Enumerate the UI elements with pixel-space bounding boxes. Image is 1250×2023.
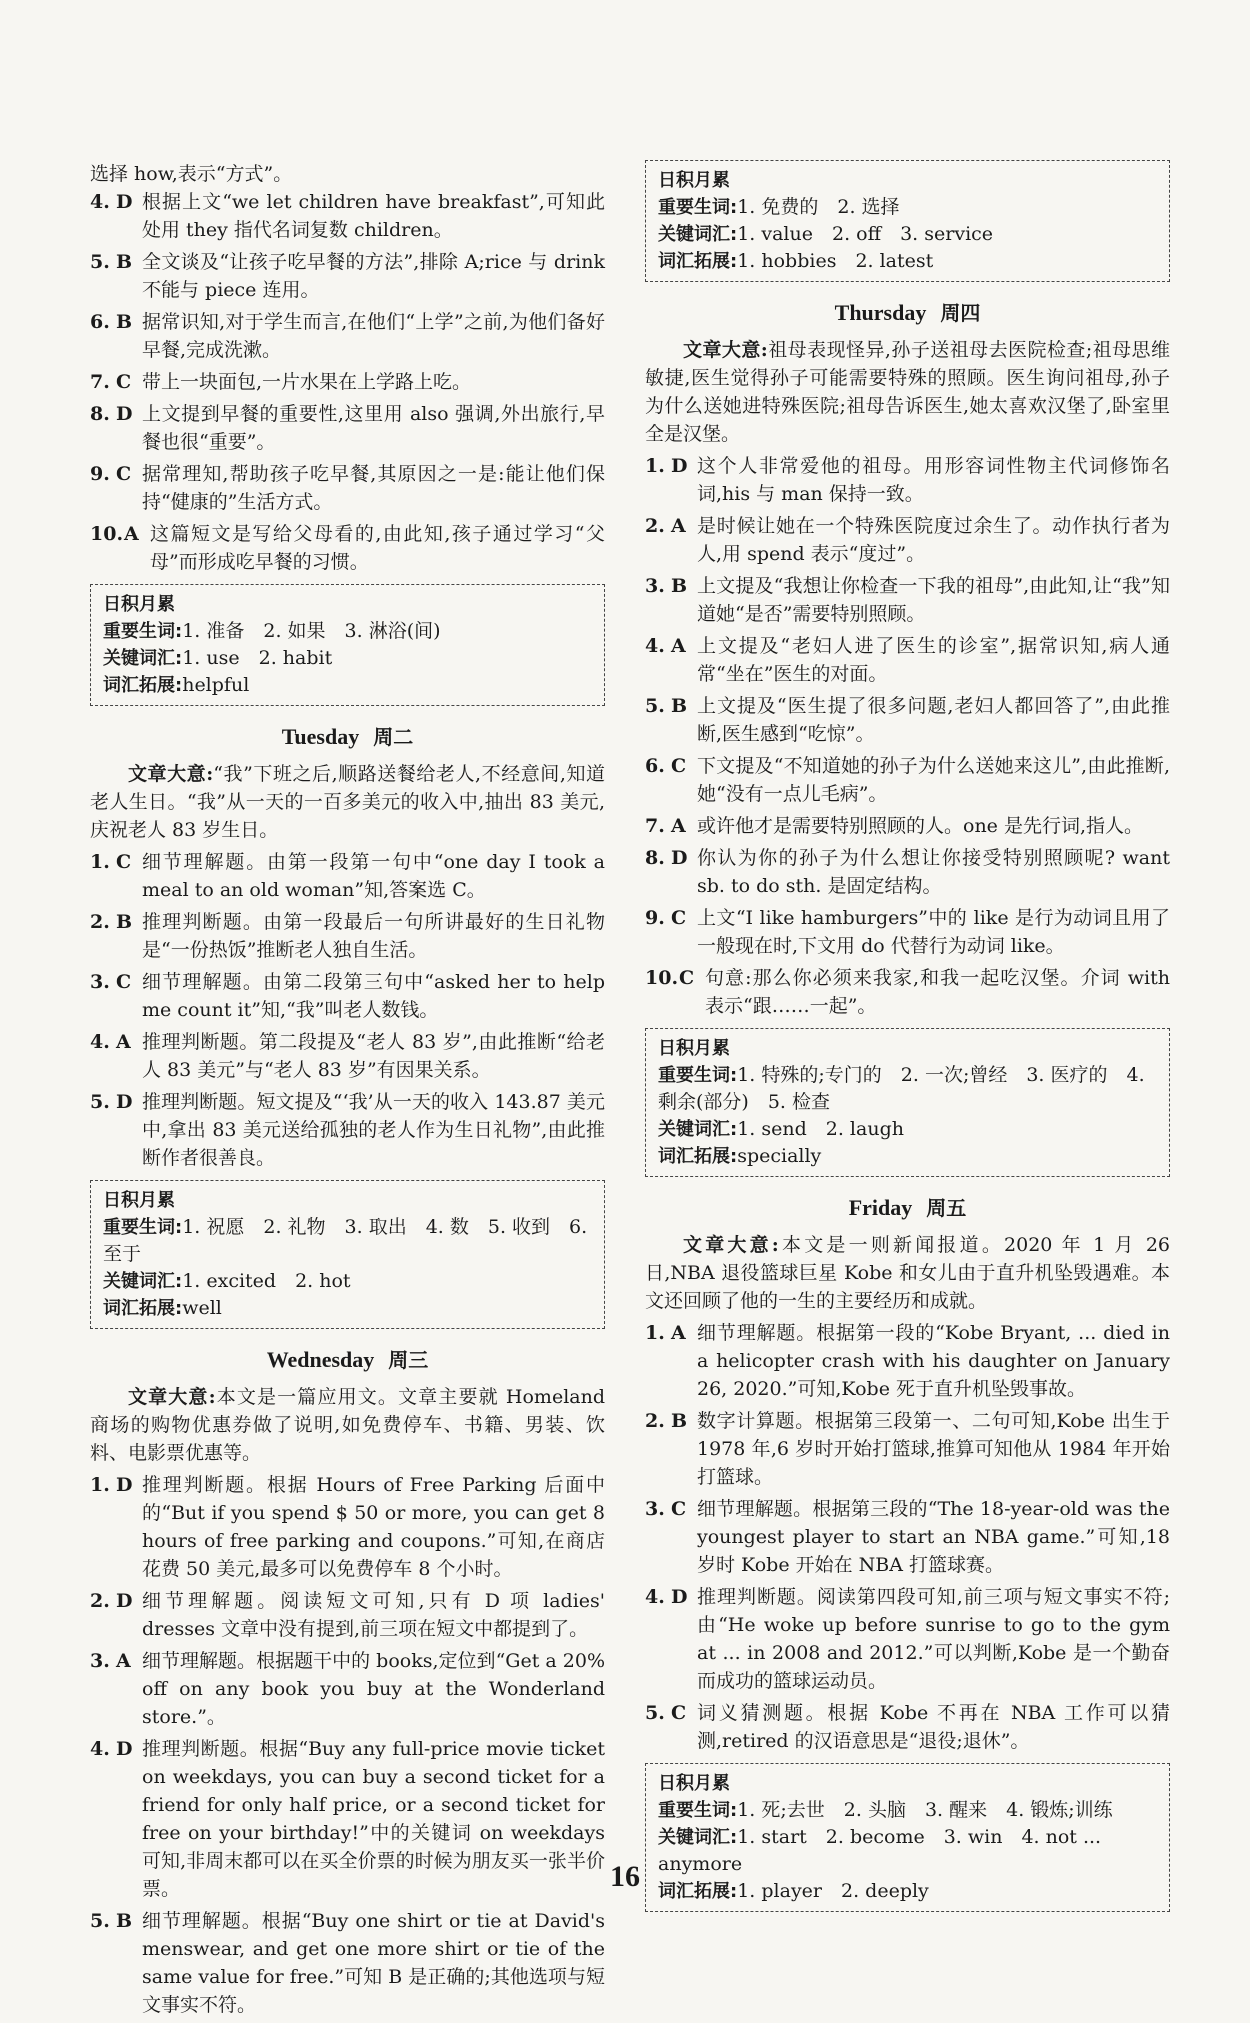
item-number: 5. [645, 1702, 665, 1724]
item-answer: D [116, 191, 133, 213]
heading-en: Thursday [834, 300, 927, 325]
heading-cn: 周二 [373, 725, 414, 749]
summary-label: 文章大意: [683, 339, 768, 361]
item-answer: B [116, 311, 133, 333]
item-number: 3. [645, 1498, 665, 1520]
heading-cn: 周三 [388, 1348, 429, 1372]
wednesday-summary [90, 1383, 605, 1467]
item-answer: B [116, 1910, 133, 1932]
intro-line: 选择 how,表示“方式”。 [90, 163, 293, 185]
box-value: 1. 祝愿 2. 礼物 3. 取出 4. 数 5. 收到 6. 至于 [103, 1216, 588, 1265]
box-key: 重要生词: [658, 1065, 738, 1086]
answer-item [645, 692, 1170, 748]
item-explanation: 上文提及“老妇人进了医生的诊室”,据常识知,病人通常“坐在”医生的对面。 [697, 635, 1170, 685]
item-answer: A [116, 1031, 131, 1053]
answer-item [645, 1495, 1170, 1579]
item-answer: C [116, 463, 132, 485]
vocab-box-wednesday [645, 160, 1170, 282]
item-answer: D [116, 1590, 133, 1612]
answer-item [90, 1088, 605, 1172]
answer-item [90, 968, 605, 1024]
summary-text: “我”下班之后,顺路送餐给老人,不经意间,知道老人生日。“我”从一天的一百多美元的收入中,抽出 83 美元,庆祝老人 83 岁生日。 [90, 763, 606, 841]
item-answer: A [671, 1322, 686, 1344]
summary-label: 文章大意: [683, 1234, 779, 1256]
item-explanation: 带上一块面包,一片水果在上学路上吃。 [142, 371, 472, 393]
item-explanation: 下文提及“不知道她的孙子为什么送她来这儿”,由此推断,她“没有一点儿毛病”。 [697, 755, 1170, 805]
friday-items [645, 1319, 1170, 1755]
box-key: 重要生词: [658, 1800, 738, 1821]
answer-item [90, 908, 605, 964]
box-key: 词汇拓展: [658, 1146, 738, 1167]
item-number: 3. [645, 575, 665, 597]
item-number: 7. [90, 371, 110, 393]
answer-item [90, 460, 605, 516]
box-value: 1. use 2. habit [182, 647, 333, 669]
box-value: 1. hobbies 2. latest [737, 250, 934, 272]
tuesday-items [90, 848, 605, 1172]
item-explanation: 细节理解题。阅读短文可知,只有 D 项 ladies' dresses 文章中没有提到,前三项在短文中都提到了。 [142, 1590, 605, 1640]
item-number: 10. [90, 523, 124, 545]
wednesday-items [90, 1471, 605, 2019]
box-value: specially [737, 1145, 822, 1167]
item-answer: C [679, 967, 695, 989]
answer-item [90, 400, 605, 456]
answer-item [645, 812, 1170, 840]
box-key: 词汇拓展: [658, 251, 738, 272]
item-explanation: 上文提到早餐的重要性,这里用 also 强调,外出旅行,早餐也很“重要”。 [142, 403, 605, 453]
summary-label: 文章大意: [128, 763, 214, 785]
vocab-box-tuesday [90, 1180, 605, 1329]
item-answer: D [116, 1738, 133, 1760]
monday-items [90, 188, 605, 576]
box-key: 关键词汇: [658, 224, 738, 245]
item-explanation: 你认为你的孙子为什么想让你接受特别照顾呢? want sb. to do sth. 是固定结构。 [697, 847, 1170, 897]
box-title: 日积月累 [658, 1773, 730, 1794]
item-number: 6. [645, 755, 665, 777]
box-key: 重要生词: [103, 621, 183, 642]
item-explanation: 上文提及“我想让你检查一下我的祖母”,由此知,让“我”知道她“是否”需要特别照顾。 [697, 575, 1170, 625]
item-number: 8. [90, 403, 110, 425]
summary-label: 文章大意: [128, 1386, 216, 1408]
right-column [645, 160, 1170, 1926]
item-number: 4. [645, 635, 665, 657]
heading-en: Tuesday [281, 724, 360, 749]
answer-item [90, 1907, 605, 2019]
item-explanation: 据常识知,对于学生而言,在他们“上学”之前,为他们备好早餐,完成洗漱。 [142, 311, 605, 361]
item-number: 2. [645, 1410, 665, 1432]
item-number: 5. [90, 251, 110, 273]
item-number: 9. [90, 463, 110, 485]
item-number: 2. [645, 515, 665, 537]
item-number: 4. [90, 1031, 110, 1053]
item-answer: C [671, 1498, 687, 1520]
item-answer: D [671, 847, 688, 869]
answer-item [90, 1028, 605, 1084]
item-number: 4. [645, 1586, 665, 1608]
box-key: 重要生词: [103, 1217, 183, 1238]
item-explanation: 推理判断题。第二段提及“老人 83 岁”,由此推断“给老人 83 美元”与“老人 83 岁”有因果关系。 [142, 1031, 605, 1081]
answer-item [90, 308, 605, 364]
item-number: 3. [90, 971, 110, 993]
box-value: well [182, 1297, 222, 1319]
thursday-heading [645, 296, 1170, 330]
item-answer: D [116, 1474, 133, 1496]
item-explanation: 推理判断题。短文提及“‘我’从一天的收入 143.87 美元中,拿出 83 美元送给孤独的老人作为生日礼物”,由此推断作者很善良。 [142, 1091, 605, 1169]
item-explanation: 上文提及“医生提了很多问题,老妇人都回答了”,由此推断,医生感到“吃惊”。 [697, 695, 1170, 745]
item-explanation: 或许他才是需要特别照顾的人。one 是先行词,指人。 [697, 815, 1144, 837]
vocab-box-thursday [645, 1028, 1170, 1177]
box-key: 关键词汇: [658, 1827, 738, 1848]
box-value: 1. 准备 2. 如果 3. 淋浴(间) [182, 620, 441, 642]
thursday-summary [645, 336, 1170, 448]
item-explanation: 数字计算题。根据第三段第一、二句可知,Kobe 出生于 1978 年,6 岁时开始打篮球,推算可知他从 1984 年开始打篮球。 [697, 1410, 1170, 1488]
item-explanation: 推理判断题。由第一段最后一句所讲最好的生日礼物是“一份热饭”推断老人独自生活。 [142, 911, 605, 961]
answer-item [90, 1647, 605, 1731]
box-key: 词汇拓展: [658, 1881, 738, 1902]
heading-en: Friday [848, 1195, 913, 1220]
item-answer: B [116, 251, 133, 273]
answer-item [645, 1699, 1170, 1755]
answer-item [645, 1319, 1170, 1403]
box-title: 日积月累 [658, 170, 730, 191]
left-column [90, 160, 605, 2023]
page-number: 16 [610, 1860, 640, 1893]
heading-cn: 周五 [926, 1196, 967, 1220]
item-answer: D [116, 403, 133, 425]
item-explanation: 推理判断题。阅读第四段可知,前三项与短文事实不符;由“He woke up before sunrise to go to the gym at ... in 2008 and 2012.”可以判断,Kobe 是一个勤奋而成功的篮球运动员。 [697, 1586, 1170, 1692]
item-answer: B [671, 695, 688, 717]
item-answer: C [116, 851, 132, 873]
item-explanation: 细节理解题。根据第三段的“The 18-year-old was the youngest player to start an NBA game.”可知,18 岁时 Kobe 开始在 NBA 打篮球赛。 [697, 1498, 1170, 1576]
item-number: 5. [90, 1091, 110, 1113]
answer-item [645, 964, 1170, 1020]
answer-item [90, 188, 605, 244]
item-explanation: 细节理解题。根据题干中的 books,定位到“Get a 20% off on any book you buy at the Wonderland store.”。 [142, 1650, 605, 1728]
item-explanation: 上文“I like hamburgers”中的 like 是行为动词且用了一般现在时,下文用 do 代替行为动词 like。 [697, 907, 1170, 957]
tuesday-summary [90, 760, 605, 844]
item-answer: A [116, 1650, 131, 1672]
item-answer: D [671, 1586, 688, 1608]
item-number: 10. [645, 967, 679, 989]
summary-text: 祖母表现怪异,孙子送祖母去医院检查;祖母思维敏捷,医生觉得孙子可能需要特殊的照顾。医生询问祖母,孙子为什么送她进特殊医院;祖母告诉医生,她太喜欢汉堡了,卧室里全是汉堡。 [645, 339, 1170, 445]
item-answer: B [671, 575, 688, 597]
item-answer: B [116, 911, 133, 933]
box-value: helpful [182, 674, 250, 696]
item-explanation: 细节理解题。由第二段第三句中“asked her to help me count it”知,“我”叫老人数钱。 [142, 971, 605, 1021]
box-key: 重要生词: [658, 197, 738, 218]
item-answer: D [116, 1091, 133, 1113]
item-number: 5. [90, 1910, 110, 1932]
summary-text: 本文是一篇应用文。文章主要就 Homeland 商场的购物优惠券做了说明,如免费停车、书籍、男装、饮料、电影票优惠等。 [90, 1386, 605, 1464]
item-number: 6. [90, 311, 110, 333]
box-value: 1. 死;去世 2. 头脑 3. 醒来 4. 锻炼;训练 [737, 1799, 1113, 1821]
item-number: 1. [645, 1322, 665, 1344]
box-value: 1. player 2. deeply [737, 1880, 929, 1902]
answer-item [90, 1587, 605, 1643]
box-key: 词汇拓展: [103, 1298, 183, 1319]
friday-heading [645, 1191, 1170, 1225]
wednesday-heading [90, 1343, 605, 1377]
item-explanation: 这个人非常爱他的祖母。用形容词性物主代词修饰名词,his 与 man 保持一致。 [697, 455, 1170, 505]
item-explanation: 细节理解题。由第一段第一句中“one day I took a meal to an old woman”知,答案选 C。 [142, 851, 605, 901]
answer-item [645, 452, 1170, 508]
answer-item [90, 1471, 605, 1583]
item-answer: A [671, 515, 686, 537]
item-answer: D [671, 455, 688, 477]
item-answer: C [116, 371, 132, 393]
box-title: 日积月累 [103, 1190, 175, 1211]
answer-item [90, 520, 605, 576]
item-number: 1. [90, 1474, 110, 1496]
box-value: 1. 特殊的;专门的 2. 一次;曾经 3. 医疗的 4. 剩余(部分) 5. 检查 [658, 1064, 1145, 1113]
answer-item [90, 248, 605, 304]
item-explanation: 是时候让她在一个特殊医院度过余生了。动作执行者为人,用 spend 表示“度过”。 [697, 515, 1170, 565]
item-answer: C [116, 971, 132, 993]
item-answer: A [671, 815, 686, 837]
box-value: 1. value 2. off 3. service [737, 223, 994, 245]
box-key: 关键词汇: [103, 648, 183, 669]
box-title: 日积月累 [103, 594, 175, 615]
friday-summary [645, 1231, 1170, 1315]
tuesday-heading [90, 720, 605, 754]
item-answer: A [124, 523, 139, 545]
box-value: 1. send 2. laugh [737, 1118, 904, 1140]
item-explanation: 据常理知,帮助孩子吃早餐,其原因之一是:能让他们保持“健康的”生活方式。 [142, 463, 605, 513]
answer-item [90, 848, 605, 904]
vocab-box-monday [90, 584, 605, 706]
item-number: 2. [90, 1590, 110, 1612]
box-key: 词汇拓展: [103, 675, 183, 696]
heading-cn: 周四 [940, 301, 981, 325]
item-explanation: 词义猜测题。根据 Kobe 不再在 NBA 工作可以猜测,retired 的汉语意思是“退役;退休”。 [697, 1702, 1170, 1752]
answer-item [645, 1407, 1170, 1491]
heading-en: Wednesday [266, 1347, 375, 1372]
answer-item [645, 752, 1170, 808]
item-answer: B [671, 1410, 688, 1432]
thursday-items [645, 452, 1170, 1020]
item-number: 9. [645, 907, 665, 929]
item-number: 3. [90, 1650, 110, 1672]
item-explanation: 细节理解题。根据第一段的“Kobe Bryant, ... died in a helicopter crash with his daughter on January 26, 2020.”可知,Kobe 死于直升机坠毁事故。 [697, 1322, 1170, 1400]
answer-item [645, 904, 1170, 960]
item-explanation: 这篇短文是写给父母看的,由此知,孩子通过学习“父母”而形成吃早餐的习惯。 [150, 523, 605, 573]
box-key: 关键词汇: [658, 1119, 738, 1140]
item-explanation: 推理判断题。根据 Hours of Free Parking 后面中的“But if you spend $ 50 or more, you can get 8 hours of free parking and coupons.”可知,在商店花费 50 美元,最多可以免费停车 8 个小时。 [142, 1474, 605, 1580]
item-explanation: 全文谈及“让孩子吃早餐的方法”,排除 A;rice 与 drink 不能与 piece 连用。 [142, 251, 605, 301]
item-number: 1. [645, 455, 665, 477]
box-value: 1. excited 2. hot [182, 1270, 351, 1292]
item-explanation: 根据上文“we let children have breakfast”,可知此处用 they 指代名词复数 children。 [142, 191, 605, 241]
answer-item [645, 844, 1170, 900]
item-answer: C [671, 1702, 687, 1724]
box-value: 1. 免费的 2. 选择 [737, 196, 900, 218]
item-number: 1. [90, 851, 110, 873]
answer-item [645, 512, 1170, 568]
answer-item [645, 632, 1170, 688]
summary-text: 本文是一则新闻报道。2020 年 1 月 26 日,NBA 退役篮球巨星 Kobe 和女儿由于直升机坠毁遇难。本文还回顾了他的一生的主要经历和成就。 [645, 1234, 1171, 1312]
item-number: 4. [90, 191, 110, 213]
item-number: 4. [90, 1738, 110, 1760]
box-key: 关键词汇: [103, 1271, 183, 1292]
item-number: 8. [645, 847, 665, 869]
item-explanation: 推理判断题。根据“Buy any full-price movie ticket on weekdays, you can buy a second ticket for a friend for only half price, or a second ticket for free on your birthday!”中的关键词 on weekdays 可知,非周末都可以在买全价票的时候为朋友买一张半价票。 [142, 1738, 605, 1900]
answer-item [645, 1583, 1170, 1695]
item-number: 2. [90, 911, 110, 933]
item-explanation: 细节理解题。根据“Buy one shirt or tie at David's menswear, and get one more shirt or tie of the same value for free.”可知 B 是正确的;其他选项与短文事实不符。 [142, 1910, 605, 2016]
item-answer: C [671, 907, 687, 929]
box-value: 1. start 2. become 3. win 4. not ... anymore [658, 1826, 1102, 1875]
answer-item [90, 368, 605, 396]
item-answer: C [671, 755, 687, 777]
answer-item [645, 572, 1170, 628]
box-title: 日积月累 [658, 1038, 730, 1059]
item-explanation: 句意:那么你必须来我家,和我一起吃汉堡。介词 with 表示“跟……一起”。 [705, 967, 1170, 1017]
item-number: 7. [645, 815, 665, 837]
item-number: 5. [645, 695, 665, 717]
item-answer: A [671, 635, 686, 657]
